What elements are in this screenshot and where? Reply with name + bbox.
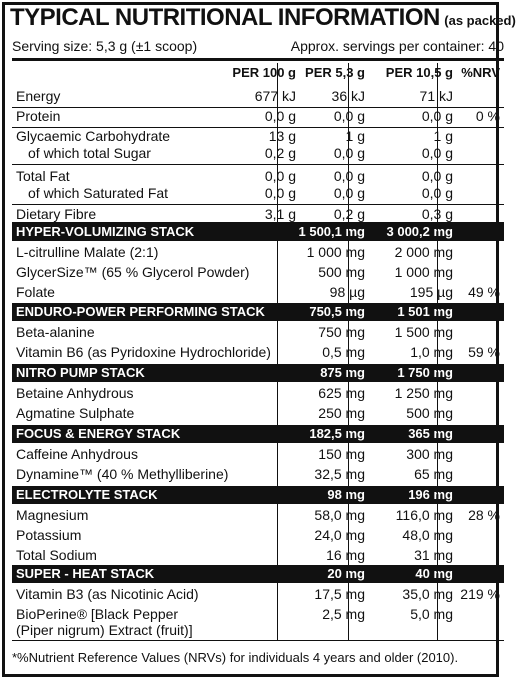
row-value-3: 0,3 g <box>421 206 453 222</box>
row-value-3: 1 500 mg <box>394 324 453 340</box>
nutrient-row <box>12 322 504 342</box>
row-value-2: 0,0 g <box>333 168 365 184</box>
row-value-3: 0,0 g <box>421 108 453 124</box>
row-value-2: 98 µg <box>329 284 365 300</box>
row-label: HYPER-VOLUMIZING STACK <box>16 224 195 239</box>
nutrient-row <box>12 282 504 302</box>
row-value-2: 1 500,1 mg <box>298 224 365 239</box>
row-value-4: 59 % <box>468 344 500 360</box>
row-value-3: 1 750 mg <box>397 365 453 380</box>
nutrient-row <box>12 584 504 604</box>
serving-size: Serving size: 5,3 g (±1 scoop) <box>12 38 198 54</box>
row-label: Total Sodium <box>16 547 97 563</box>
row-value-2: 20 mg <box>327 566 365 581</box>
column-divider <box>348 63 349 640</box>
nutrient-row <box>12 464 504 484</box>
column-divider <box>277 63 278 640</box>
row-value-2: 0,0 g <box>333 108 365 124</box>
row-value-2: 1 g <box>345 128 365 144</box>
col-nrv: %NRV <box>461 65 500 80</box>
header-rule <box>12 58 504 61</box>
row-value-1: 0,2 g <box>264 145 296 161</box>
col-per-10-5g: PER 10,5 g <box>385 65 453 80</box>
stack-header-row <box>12 303 504 321</box>
nutrition-title <box>10 4 516 32</box>
nutrient-row <box>12 545 504 565</box>
stack-header-row <box>12 486 504 504</box>
nutrient-row <box>12 525 504 545</box>
row-value-1: 0,0 g <box>264 168 296 184</box>
row-label: L-citrulline Malate (2:1) <box>16 244 159 260</box>
nutrient-row <box>12 143 504 163</box>
servings-per-container: Approx. servings per container: 40 <box>290 38 504 54</box>
stack-header-row <box>12 565 504 583</box>
row-value-2: 16 mg <box>326 547 365 563</box>
row-label: (Piper nigrum) Extract (fruit)] <box>16 622 193 638</box>
row-value-3: 48,0 mg <box>402 527 453 543</box>
row-value-2: 0,5 mg <box>322 344 365 360</box>
row-value-2: 500 mg <box>318 264 365 280</box>
stack-header-row <box>12 222 504 241</box>
row-value-4: 219 % <box>460 586 500 602</box>
row-value-3: 116,0 mg <box>395 507 453 523</box>
row-label: Vitamin B6 (as Pyridoxine Hydrochloride) <box>16 344 271 360</box>
column-header-row <box>12 63 504 83</box>
nutrient-row <box>12 342 504 362</box>
row-label: Caffeine Anhydrous <box>16 446 138 462</box>
row-value-2: 750,5 mg <box>309 304 365 319</box>
nutrient-row <box>12 444 504 464</box>
row-value-2: 0,0 g <box>333 185 365 201</box>
row-value-2: 1 000 mg <box>306 244 365 260</box>
row-value-3: 35,0 mg <box>402 586 453 602</box>
row-label: ENDURO-POWER PERFORMING STACK <box>16 304 265 319</box>
title-qualifier: (as packed) <box>444 13 516 28</box>
col-per-100g: PER 100 g <box>232 65 296 80</box>
row-value-2: 750 mg <box>318 324 365 340</box>
stack-header-row <box>12 364 504 382</box>
row-value-3: 1,0 mg <box>410 344 453 360</box>
row-value-2: 2,5 mg <box>322 606 365 622</box>
nutrient-row <box>12 242 504 262</box>
row-value-3: 0,0 g <box>421 145 453 161</box>
stack-header-row <box>12 425 504 443</box>
row-value-2: 58,0 mg <box>314 507 365 523</box>
row-label: Agmatine Sulphate <box>16 405 135 421</box>
row-value-2: 0,2 g <box>333 206 365 222</box>
row-value-2: 98 mg <box>327 487 365 502</box>
row-value-3: 300 mg <box>406 446 453 462</box>
footer-rule <box>12 640 504 641</box>
row-value-3: 195 µg <box>409 284 453 300</box>
row-label: Potassium <box>16 527 82 543</box>
nutrient-row <box>12 505 504 525</box>
row-label: Folate <box>16 284 55 300</box>
row-value-4: 49 % <box>468 284 500 300</box>
row-label: of which Saturated Fat <box>28 185 169 201</box>
row-value-3: 365 mg <box>408 426 453 441</box>
nutrient-row <box>12 204 504 224</box>
row-divider <box>12 164 504 165</box>
row-value-2: 250 mg <box>318 405 365 421</box>
nutrient-row <box>12 86 504 106</box>
row-label: Protein <box>16 108 61 124</box>
row-value-1: 13 g <box>268 128 296 144</box>
row-value-2: 625 mg <box>318 385 365 401</box>
row-value-3: 196 mg <box>408 487 453 502</box>
row-label: Total Fat <box>16 168 70 184</box>
row-value-3: 2 000 mg <box>394 244 453 260</box>
row-value-3: 500 mg <box>406 405 453 421</box>
row-value-3: 1 250 mg <box>394 385 453 401</box>
nutrient-row <box>12 183 504 203</box>
row-value-2: 36 kJ <box>331 88 365 104</box>
nutrient-row <box>12 620 504 640</box>
row-value-3: 5,0 mg <box>410 606 453 622</box>
row-value-2: 0,0 g <box>333 145 365 161</box>
row-value-3: 0,0 g <box>421 168 453 184</box>
row-label: FOCUS & ENERGY STACK <box>16 426 181 441</box>
row-label: SUPER - HEAT STACK <box>16 566 155 581</box>
row-value-2: 32,5 mg <box>314 466 365 482</box>
row-label: Vitamin B3 (as Nicotinic Acid) <box>16 586 199 602</box>
row-value-3: 31 mg <box>414 547 453 563</box>
row-value-1: 677 kJ <box>254 88 296 104</box>
row-label: of which total Sugar <box>28 145 151 161</box>
row-value-2: 182,5 mg <box>309 426 365 441</box>
row-value-4: 28 % <box>468 507 500 523</box>
row-value-3: 65 mg <box>414 466 453 482</box>
nutrient-row <box>12 262 504 282</box>
row-value-3: 1 000 mg <box>394 264 453 280</box>
row-value-2: 875 mg <box>320 365 365 380</box>
row-value-3: 0,0 g <box>421 185 453 201</box>
row-label: Beta-alanine <box>16 324 95 340</box>
row-value-3: 71 kJ <box>419 88 453 104</box>
row-value-2: 24,0 mg <box>314 527 365 543</box>
row-label: BioPerine® [Black Pepper <box>16 606 179 622</box>
row-value-4: 0 % <box>475 108 500 124</box>
row-value-3: 3 000,2 mg <box>386 224 453 239</box>
footnote: *%Nutrient Reference Values (NRVs) for individuals 4 years and older (2010). <box>12 650 459 665</box>
row-value-3: 40 mg <box>415 566 453 581</box>
row-value-1: 0,0 g <box>264 185 296 201</box>
column-divider <box>437 63 438 640</box>
row-label: ELECTROLYTE STACK <box>16 487 158 502</box>
row-label: Betaine Anhydrous <box>16 385 134 401</box>
row-value-3: 1 g <box>433 128 453 144</box>
row-label: Magnesium <box>16 507 89 523</box>
row-label: Dietary Fibre <box>16 206 97 222</box>
row-value-2: 150 mg <box>318 446 365 462</box>
col-per-5-3g: PER 5,3 g <box>305 65 365 80</box>
nutrient-row <box>12 383 504 403</box>
row-label: NITRO PUMP STACK <box>16 365 145 380</box>
row-value-3: 1 501 mg <box>397 304 453 319</box>
nutrient-row <box>12 403 504 423</box>
nutrient-row <box>12 106 504 126</box>
row-label: GlycerSize™ (65 % Glycerol Powder) <box>16 264 250 280</box>
row-label: Glycaemic Carbohydrate <box>16 128 171 144</box>
row-value-2: 17,5 mg <box>314 586 365 602</box>
row-label: Dynamine™ (40 % Methylliberine) <box>16 466 229 482</box>
row-label: Energy <box>16 88 61 104</box>
row-value-1: 0,0 g <box>264 108 296 124</box>
title-main: TYPICAL NUTRITIONAL INFORMATION <box>10 4 440 31</box>
row-value-1: 3,1 g <box>264 206 296 222</box>
